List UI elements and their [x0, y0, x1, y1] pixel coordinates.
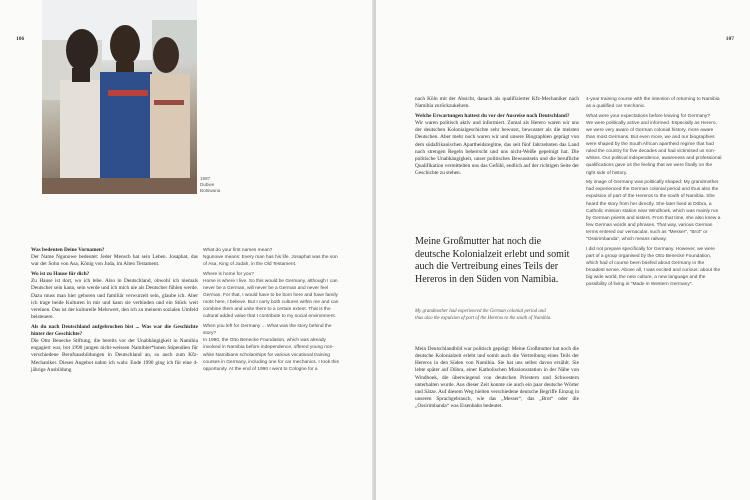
interview-german-column — [31, 247, 198, 376]
answer: Wir waren politisch aktiv und informiert. Zumal als Herero waren wir uns der deutschen Kolonialgeschichte sehr bewusst, bewusster als die meisten Deutschen. Aber mehr noch waren wir und unsere Biographien geprägt von dem südafrikanischen Apartheidsregime, das seit fünf Jahrzehnten das Land nach strengen Regeln beherrscht und uns nicht-Weiße gepeinigt hat. Die politische Unabhängigkeit, unser politisches Bewusstsein und die berufliche Qualifikation vermittelten uns das Gefühl, endlich auf der richtigen Seite der Geschichte zu stehen. — [415, 120, 579, 177]
answer: Home is where I live. So this would be Germany, although I can never be a German, will never be a German and never feel German. For that, I would have to be born here and have family roots here, I believe. But I carry both cultures within me and can combine them and unite them to a certain extent. That is the cultural added value that I contribute to my social environment. — [203, 278, 339, 320]
answer: I did not prepare specifically for Germany. However, we were part of a group organised by the Otto Benecke Foundation, which had of course been briefed about Germany in the broadest sense. Above all, I was excited and curious: about the big wide world, the new culture, a new language and the possibility of living in "Made in Western Germany". — [586, 246, 721, 288]
answer: Mein Deutschlandbild war politisch geprägt: Meine Großmutter hat noch die deutsche Kolonialzeit erlebt und somit auch die Vertreibung eines Teils der Hereros in den Süden von Namibia. Sie hat uns selbst davon erzählt. Sie lebte später auf Döbra, einer Katholischen Missionsstation in der Nähe von Windhoek, die überwiegend von deutschen Priestern und Schwestern unterhalten wurde. Aus dieser Zeit konnte sie auch ein paar deutsche Wörter und Sätze. Auf diesem Weg hielten verschiedene deutsche Begriffe Einzug in unseren Sprachgebrauch, wie das „Messer“, das „Brot“ oder die „Ossirimbanda“ was Eisenbahn bedeutet. — [415, 346, 579, 410]
interview-english-column-right — [586, 96, 722, 291]
portrait-photo — [42, 0, 197, 194]
page-number-right: 107 — [725, 36, 734, 42]
interview-english-column — [203, 247, 341, 375]
caption-country: Botswana — [200, 188, 221, 193]
question: Welche Erwartungen hattest du vor der Ausreise nach Deutschland? — [415, 112, 570, 119]
answer: Die Otto Benecke Stiftung, die bereits vor der Unabhängigkeit in Namibia engagiert war, bot 1990 jungen nicht-weissen Namibier*innen Stipendien für verschiedene Berufsausbildungen in Deutschland an, so auch zum Kfz-Mechaniker. Dieses Angebot nahm ich wahr. Ende 1990 ging ich für eine 4-jährige Ausbildung — [31, 338, 198, 373]
caption-year: 1987 — [200, 176, 211, 181]
caption-place: Dubwe — [200, 182, 215, 187]
answer: 4-year training course with the intention of returning to Namibia as a qualified car mechanic. — [586, 97, 720, 110]
interview-german-column-right — [415, 96, 579, 180]
pull-quote: Meine Großmutter hat noch die deutsche Kolonialzeit erlebt und somit auch die Vertreibung eines Teils der Hereros in den Süden von Namibia. — [415, 236, 570, 285]
answer: My image of Germany was politically shaped: My grandmother had experienced the German colonial period and thus also the expulsion of part of the Hereros to the south of Namibia. She heard the story from her directly. She later lived at Döbra, a Catholic mission station near Windhoek, which was mainly run by German priests and sisters. From that time, she also knew a few German words and phrases. That way, various German terms entered our vernacular, such as "Messer", "Brot" or "Ossirimbanda", which means railway. — [586, 180, 721, 242]
answer: Der Name Ngunowe bedeutet: Jeder Mensch hat sein Leben. Josaphat, das war der Sohn von Asa, König von Juda, im Alten Testament. — [31, 254, 198, 268]
left-page — [0, 0, 374, 500]
question: Wo ist zu Hause für dich? — [31, 271, 90, 278]
page-number-left: 106 — [16, 36, 25, 42]
answer: nach Köln mit der Absicht, danach als qualifizierter Kfz-Mechaniker nach Namibia zurückzukehren. — [415, 96, 579, 110]
answer: We were politically active and informed. Especially as Herero, we were very aware of German colonial history, more aware than most Germans. But even more, we and our biographies were shaped by the South African apartheid regime that had ruled the country for five decades and had victimised us non-whites. Our political independence, awareness and professional qualifications gave us the feeling that we were finally on the right side of history. — [586, 120, 722, 176]
question: Als du nach Deutschland aufgebrochen bist ... Was war die Geschichte hinter der Geschichte? — [31, 323, 198, 337]
pull-quote-translation: My grandmother had experienced the German colonial period and thus also the expulsion of part of the Hereros to the south of Namibia. — [415, 309, 552, 321]
answer: In 1990, the Otto Benecke Foundation, which was already involved in Namibia before independence, offered young non-white Namibians scholarships for various vocational training courses in Germany, including one for car mechanics. I took this opportunity. At the end of 1990 I went to Cologne for a — [203, 338, 339, 372]
question: When you left for Germany ... What was the story behind the story? — [203, 324, 332, 337]
question: What were your expectations before leaving for Germany? — [586, 113, 710, 119]
question: Was bedeuten Deine Vornamen? — [31, 247, 105, 253]
question: What do your first names mean? — [203, 248, 273, 253]
photo-caption — [200, 176, 220, 194]
question: Where is home for you? — [203, 271, 254, 277]
interview-german-column-right-lower — [415, 346, 579, 413]
answer: Zu Hause ist dort, wo ich lebe. Also in Deutschland, obwohl ich niemals Deutscher sein kann, sein werde und ich mich nie als Deutscher fühlen werde. Dazu muss man hier geboren und familiär verwurzelt sein, glaube ich. Aber ich trage beide Kulturen in mir und kann sie verbinden und ein Stück weit vereinen. Das ist der kulturelle Mehrwert, den ich zu meinem sozialen Umfeld beisteuere. — [31, 278, 198, 320]
answer: Ngunowe means: Every man has his life. Josaphat was the son of Asa, King of Judah, in the Old Testament. — [203, 255, 338, 268]
